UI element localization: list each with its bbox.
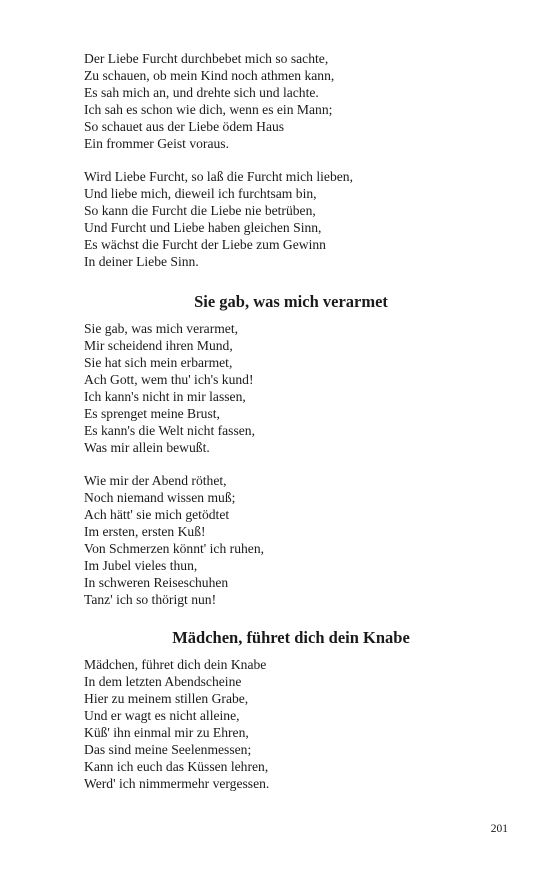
verse-line: Ach hätt' sie mich getödtet xyxy=(84,507,230,522)
poem-1-stanza-2 xyxy=(84,168,484,270)
verse-line: Tanz' ich so thörigt nun! xyxy=(84,592,217,607)
verse-line: Ich sah es schon wie dich, wenn es ein Mann; xyxy=(84,102,333,117)
verse-line: Was mir allein bewußt. xyxy=(84,440,210,455)
verse-line: In schweren Reiseschuhen xyxy=(84,575,229,590)
verse-line: Ein frommer Geist voraus. xyxy=(84,136,229,151)
verse-line: Küß' ihn einmal mir zu Ehren, xyxy=(84,725,249,740)
verse-line: Es wächst die Furcht der Liebe zum Gewinn xyxy=(84,237,326,252)
verse-line: Es sah mich an, und drehte sich und lachte. xyxy=(84,85,319,100)
verse-line: So kann die Furcht die Liebe nie betrüben, xyxy=(84,203,316,218)
verse-line: In deiner Liebe Sinn. xyxy=(84,254,199,269)
verse-line: Es sprenget meine Brust, xyxy=(84,406,220,421)
verse-line: Kann ich euch das Küssen lehren, xyxy=(84,759,269,774)
verse-line: Wie mir der Abend röthet, xyxy=(84,473,227,488)
verse-line: Mir scheidend ihren Mund, xyxy=(84,338,233,353)
poem-1-stanza-1 xyxy=(84,50,484,152)
verse-line: Das sind meine Seelenmessen; xyxy=(84,742,252,757)
verse-line: Im ersten, ersten Kuß! xyxy=(84,524,206,539)
verse-line: Und Furcht und Liebe haben gleichen Sinn, xyxy=(84,220,322,235)
verse-line: Sie hat sich mein erbarmet, xyxy=(84,355,233,370)
verse-line: Der Liebe Furcht durchbebet mich so sachte, xyxy=(84,51,329,66)
verse-line: Ach Gott, wem thu' ich's kund! xyxy=(84,372,254,387)
poem-2-stanza-1 xyxy=(84,320,484,456)
verse-line: Wird Liebe Furcht, so laß die Furcht mich lieben, xyxy=(84,169,353,184)
verse-line: In dem letzten Abendscheine xyxy=(84,674,242,689)
verse-line: Und liebe mich, dieweil ich furchtsam bin, xyxy=(84,186,317,201)
verse-line: Mädchen, führet dich dein Knabe xyxy=(84,657,267,672)
poem-2-stanza-2 xyxy=(84,472,484,608)
poem-title: Sie gab, was mich verarmet xyxy=(194,292,388,311)
verse-line: So schauet aus der Liebe ödem Haus xyxy=(84,119,285,134)
verse-line: Werd' ich nimmermehr vergessen. xyxy=(84,776,270,791)
verse-line: Von Schmerzen könnt' ich ruhen, xyxy=(84,541,265,556)
page-number: 201 xyxy=(490,823,508,835)
verse-line: Sie gab, was mich verarmet, xyxy=(84,321,239,336)
verse-line: Ich kann's nicht in mir lassen, xyxy=(84,389,246,404)
poem-title: Mädchen, führet dich dein Knabe xyxy=(172,628,410,647)
verse-line: Im Jubel vieles thun, xyxy=(84,558,198,573)
poem-3-stanza-1 xyxy=(84,656,484,792)
verse-line: Zu schauen, ob mein Kind noch athmen kann, xyxy=(84,68,335,83)
verse-line: Hier zu meinem stillen Grabe, xyxy=(84,691,249,706)
verse-line: Noch niemand wissen muß; xyxy=(84,490,236,505)
verse-line: Es kann's die Welt nicht fassen, xyxy=(84,423,255,438)
verse-line: Und er wagt es nicht alleine, xyxy=(84,708,240,723)
